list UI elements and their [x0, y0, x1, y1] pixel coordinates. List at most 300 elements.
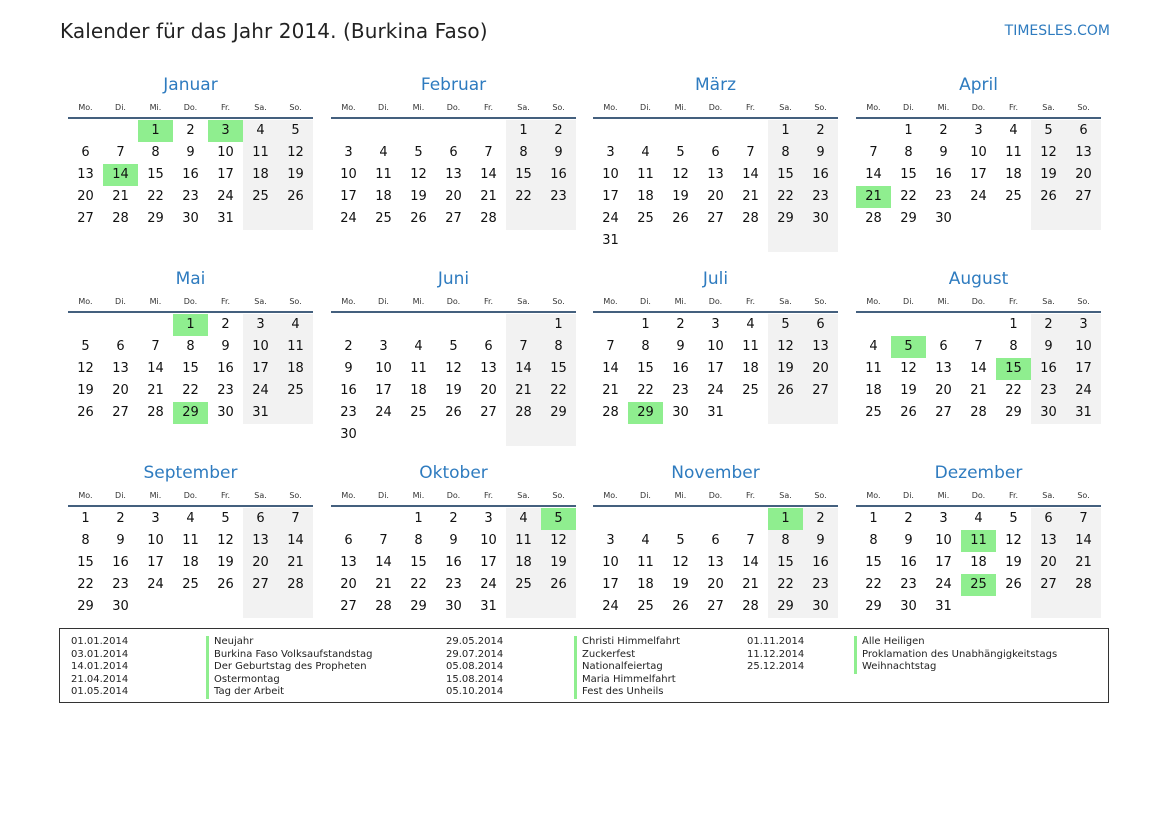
weekday-label: Sa. — [779, 103, 792, 112]
day-cell: 21 — [278, 552, 313, 574]
empty-cell — [506, 314, 541, 336]
day-cell: 18 — [506, 552, 541, 574]
weekday-label: So. — [1077, 491, 1090, 500]
day-cell: 18 — [278, 358, 313, 380]
day-cell: 31 — [243, 402, 278, 424]
empty-cell — [1031, 596, 1066, 618]
day-cell: 6 — [1031, 508, 1066, 530]
day-cell: 23 — [182, 189, 199, 204]
day-cell: 25 — [410, 405, 427, 420]
day-cell: 26 — [410, 211, 427, 226]
day-cell: 13 — [112, 361, 129, 376]
month-name: Mai — [175, 269, 206, 289]
day-cell: 15 — [768, 552, 803, 574]
empty-cell — [593, 314, 628, 336]
weekday-label: Di. — [115, 491, 126, 500]
holiday-name: Maria Himmelfahrt — [574, 674, 680, 687]
day-cell: 14 — [147, 361, 164, 376]
day-cell: 6 — [449, 145, 458, 160]
day-cell: 28 — [506, 402, 541, 424]
day-cell: 26 — [77, 405, 94, 420]
day-cell: 30 — [803, 596, 838, 618]
day-cell: 22 — [182, 383, 199, 398]
empty-cell — [436, 314, 471, 336]
day-cell: 7 — [379, 533, 388, 548]
day-cell: 16 — [340, 383, 357, 398]
day-cell: 14 — [742, 555, 759, 570]
day-cell: 12 — [278, 142, 313, 164]
days-grid — [331, 508, 576, 618]
weekday-label: Do. — [183, 103, 198, 112]
weekday-label: So. — [552, 103, 565, 112]
day-cell: 17 — [375, 383, 392, 398]
day-cell: 15 — [541, 358, 576, 380]
weekday-label: Sa. — [517, 297, 530, 306]
holiday-dates-col-1 — [71, 636, 128, 699]
day-cell: 16 — [803, 552, 838, 574]
day-cell: 7 — [606, 339, 615, 354]
empty-cell — [926, 314, 961, 336]
day-cell: 2 — [803, 508, 838, 530]
weekday-label: So. — [552, 297, 565, 306]
weekday-label: Sa. — [779, 491, 792, 500]
day-cell: 9 — [186, 145, 195, 160]
empty-cell — [366, 314, 401, 336]
day-cell: 8 — [81, 533, 90, 548]
day-cell: 21 — [742, 577, 759, 592]
day-cell: 8 — [768, 530, 803, 552]
day-cell: 6 — [116, 339, 125, 354]
day-cell: 1 — [414, 511, 423, 526]
day-cell: 10 — [217, 145, 234, 160]
day-cell: 9 — [803, 142, 838, 164]
weekday-label: Fr. — [483, 103, 494, 112]
day-cell: 11 — [243, 142, 278, 164]
empty-cell — [68, 314, 103, 336]
day-cell: 8 — [186, 339, 195, 354]
day-cell: 14 — [278, 530, 313, 552]
day-cell: 20 — [707, 577, 724, 592]
day-cell: 14 — [375, 555, 392, 570]
day-cell: 30 — [803, 208, 838, 230]
day-cell: 9 — [904, 533, 913, 548]
day-cell: 24 — [243, 380, 278, 402]
day-cell: 11 — [410, 361, 427, 376]
day-cell: 10 — [602, 167, 619, 182]
day-cell: 25 — [278, 380, 313, 402]
day-cell: 8 — [506, 142, 541, 164]
day-cell: 23 — [672, 383, 689, 398]
holiday-names-col-3 — [854, 636, 1057, 674]
day-cell: 7 — [746, 145, 755, 160]
day-cell: 2 — [449, 511, 458, 526]
empty-cell — [506, 596, 541, 618]
day-cell: 27 — [445, 211, 462, 226]
day-cell: 26 — [900, 405, 917, 420]
empty-cell — [698, 120, 733, 142]
weekday-label: Do. — [446, 491, 461, 500]
empty-cell — [628, 508, 663, 530]
day-cell: 10 — [707, 339, 724, 354]
weekday-label: Fr. — [745, 297, 756, 306]
holiday-date: 01.01.2014 — [71, 636, 129, 647]
empty-cell — [173, 596, 208, 618]
weekday-label: Di. — [903, 491, 914, 500]
empty-cell — [996, 596, 1031, 618]
month-name: Februar — [420, 75, 487, 95]
weekday-label: Di. — [115, 103, 126, 112]
day-cell: 21 — [742, 189, 759, 204]
day-cell: 18 — [410, 383, 427, 398]
day-cell: 25 — [865, 405, 882, 420]
day-cell: 16 — [900, 555, 917, 570]
day-cell: 15 — [77, 555, 94, 570]
weekday-header — [331, 99, 576, 119]
day-cell: 27 — [480, 405, 497, 420]
day-cell: 20 — [707, 189, 724, 204]
day-cell: 20 — [935, 383, 952, 398]
day-cell: 9 — [803, 530, 838, 552]
day-cell: 22 — [1005, 383, 1022, 398]
day-cell: 16 — [182, 167, 199, 182]
holiday-name: Fest des Unheils — [574, 686, 680, 699]
day-cell: 8 — [768, 142, 803, 164]
weekday-label: So. — [1077, 297, 1090, 306]
empty-cell — [278, 596, 313, 618]
month-name: Juli — [702, 269, 729, 289]
day-cell: 13 — [340, 555, 357, 570]
site-link[interactable]: TIMESLES.COM — [1004, 23, 1110, 39]
day-cell: 1 — [541, 314, 576, 336]
day-cell: 4 — [243, 120, 278, 142]
holiday-day-cell: 1 — [768, 508, 803, 530]
weekday-label: Sa. — [1042, 297, 1055, 306]
weekday-label: Mo. — [78, 491, 93, 500]
weekday-label: Fr. — [483, 297, 494, 306]
day-cell: 2 — [904, 511, 913, 526]
weekday-label: Mo. — [78, 297, 93, 306]
weekday-label: So. — [552, 491, 565, 500]
day-cell: 8 — [641, 339, 650, 354]
day-cell: 3 — [484, 511, 493, 526]
day-cell: 23 — [935, 189, 952, 204]
day-cell: 6 — [803, 314, 838, 336]
empty-cell — [856, 314, 891, 336]
day-cell: 6 — [243, 508, 278, 530]
day-cell: 15 — [506, 164, 541, 186]
day-cell: 9 — [449, 533, 458, 548]
weekday-label: Mi. — [149, 491, 162, 500]
weekday-label: Mi. — [149, 103, 162, 112]
day-cell: 13 — [1066, 142, 1101, 164]
day-cell: 12 — [900, 361, 917, 376]
holiday-date: 05.08.2014 — [446, 661, 504, 673]
day-cell: 23 — [900, 577, 917, 592]
empty-cell — [663, 120, 698, 142]
weekday-header — [68, 293, 313, 313]
day-cell: 15 — [768, 164, 803, 186]
holiday-day-cell: 14 — [103, 164, 138, 186]
day-cell: 25 — [742, 383, 759, 398]
day-cell: 21 — [506, 380, 541, 402]
empty-cell — [401, 314, 436, 336]
weekday-label: So. — [289, 297, 302, 306]
day-cell: 27 — [243, 574, 278, 596]
empty-cell — [436, 120, 471, 142]
day-cell: 5 — [449, 339, 458, 354]
day-cell: 21 — [970, 383, 987, 398]
month-name: Oktober — [419, 463, 488, 483]
day-cell: 31 — [480, 599, 497, 614]
holiday-name: Christi Himmelfahrt — [574, 636, 680, 649]
day-cell: 5 — [221, 511, 230, 526]
month-11 — [593, 388, 838, 618]
day-cell: 18 — [865, 383, 882, 398]
weekday-label: Do. — [971, 491, 986, 500]
weekday-label: Mo. — [341, 103, 356, 112]
weekday-header — [593, 99, 838, 119]
weekday-label: Mo. — [603, 103, 618, 112]
day-cell: 17 — [147, 555, 164, 570]
day-cell: 14 — [602, 361, 619, 376]
day-cell: 16 — [935, 167, 952, 182]
day-cell: 17 — [602, 577, 619, 592]
weekday-label: Mo. — [866, 491, 881, 500]
weekday-label: Sa. — [517, 103, 530, 112]
weekday-label: Do. — [446, 103, 461, 112]
holiday-day-cell: 3 — [208, 120, 243, 142]
weekday-label: Mi. — [937, 297, 950, 306]
day-cell: 3 — [344, 145, 353, 160]
day-cell: 2 — [221, 317, 230, 332]
holiday-date: 03.01.2014 — [71, 648, 129, 660]
day-cell: 29 — [77, 599, 94, 614]
day-cell: 27 — [1031, 574, 1066, 596]
day-cell: 31 — [935, 599, 952, 614]
day-cell: 27 — [112, 405, 129, 420]
day-cell: 12 — [445, 361, 462, 376]
day-cell: 12 — [1031, 142, 1066, 164]
weekday-label: Do. — [971, 297, 986, 306]
day-cell: 15 — [182, 361, 199, 376]
day-cell: 13 — [243, 530, 278, 552]
day-cell: 3 — [243, 314, 278, 336]
empty-cell — [331, 508, 366, 530]
day-cell: 20 — [480, 383, 497, 398]
day-cell: 10 — [375, 361, 392, 376]
day-cell: 30 — [672, 405, 689, 420]
day-cell: 7 — [974, 339, 983, 354]
day-cell: 8 — [414, 533, 423, 548]
days-grid — [68, 508, 313, 618]
day-cell: 14 — [970, 361, 987, 376]
day-cell: 19 — [672, 189, 689, 204]
day-cell: 8 — [869, 533, 878, 548]
day-cell: 29 — [865, 599, 882, 614]
day-cell: 23 — [803, 186, 838, 208]
day-cell: 18 — [243, 164, 278, 186]
day-cell: 13 — [707, 555, 724, 570]
weekday-label: Fr. — [745, 491, 756, 500]
holiday-dates-col-3 — [747, 636, 804, 674]
day-cell: 11 — [865, 361, 882, 376]
day-cell: 28 — [375, 599, 392, 614]
day-cell: 21 — [112, 189, 129, 204]
holiday-name: Neujahr — [206, 636, 373, 649]
day-cell: 27 — [707, 211, 724, 226]
day-cell: 31 — [217, 211, 234, 226]
day-cell: 7 — [746, 533, 755, 548]
weekday-label: So. — [289, 103, 302, 112]
empty-cell — [856, 120, 891, 142]
day-cell: 25 — [375, 211, 392, 226]
weekday-label: Di. — [378, 297, 389, 306]
weekday-label: Do. — [183, 297, 198, 306]
day-cell: 6 — [81, 145, 90, 160]
holiday-date: 01.05.2014 — [71, 686, 129, 698]
holiday-list — [59, 628, 1109, 703]
days-grid — [856, 508, 1101, 618]
weekday-label: Mi. — [674, 491, 687, 500]
day-cell: 15 — [865, 555, 882, 570]
day-cell: 27 — [1066, 186, 1101, 208]
day-cell: 28 — [865, 211, 882, 226]
empty-cell — [1066, 596, 1101, 618]
empty-cell — [243, 596, 278, 618]
holiday-name: Tag der Arbeit — [206, 686, 373, 699]
day-cell: 28 — [1066, 574, 1101, 596]
weekday-header — [68, 99, 313, 119]
day-cell: 17 — [340, 189, 357, 204]
day-cell: 2 — [803, 120, 838, 142]
day-cell: 23 — [445, 577, 462, 592]
weekday-label: Sa. — [1042, 103, 1055, 112]
day-cell: 19 — [77, 383, 94, 398]
day-cell: 16 — [217, 361, 234, 376]
day-cell: 7 — [1066, 508, 1101, 530]
day-cell: 18 — [637, 189, 654, 204]
day-cell: 31 — [602, 233, 619, 248]
empty-cell — [961, 314, 996, 336]
holiday-date: 05.10.2014 — [446, 686, 504, 698]
day-cell: 3 — [379, 339, 388, 354]
weekday-label: Do. — [971, 103, 986, 112]
holiday-date: 15.08.2014 — [446, 673, 504, 685]
day-cell: 12 — [1005, 533, 1022, 548]
day-cell: 21 — [1066, 552, 1101, 574]
day-cell: 26 — [541, 574, 576, 596]
weekday-label: Di. — [378, 103, 389, 112]
empty-cell — [471, 120, 506, 142]
day-cell: 14 — [480, 167, 497, 182]
month-name: August — [948, 269, 1009, 289]
day-cell: 15 — [637, 361, 654, 376]
weekday-label: Sa. — [779, 297, 792, 306]
empty-cell — [103, 120, 138, 142]
day-cell: 19 — [410, 189, 427, 204]
weekday-label: Do. — [446, 297, 461, 306]
weekday-label: Di. — [378, 491, 389, 500]
day-cell: 19 — [900, 383, 917, 398]
weekday-label: Mi. — [412, 297, 425, 306]
day-cell: 16 — [672, 361, 689, 376]
day-cell: 13 — [445, 167, 462, 182]
day-cell: 24 — [602, 211, 619, 226]
empty-cell — [733, 120, 768, 142]
day-cell: 27 — [935, 405, 952, 420]
day-cell: 1 — [1009, 317, 1018, 332]
day-cell: 13 — [803, 336, 838, 358]
day-cell: 23 — [541, 186, 576, 208]
weekday-label: So. — [814, 103, 827, 112]
day-cell: 8 — [151, 145, 160, 160]
month-name: April — [959, 75, 998, 95]
day-cell: 30 — [217, 405, 234, 420]
month-10 — [331, 388, 576, 618]
day-cell: 6 — [1066, 120, 1101, 142]
day-cell: 21 — [375, 577, 392, 592]
empty-cell — [366, 120, 401, 142]
weekday-header — [593, 293, 838, 313]
day-cell: 23 — [112, 577, 129, 592]
day-cell: 29 — [768, 596, 803, 618]
day-cell: 3 — [606, 533, 615, 548]
day-cell: 11 — [182, 533, 199, 548]
day-cell: 28 — [970, 405, 987, 420]
day-cell: 20 — [445, 189, 462, 204]
weekday-header — [856, 99, 1101, 119]
holiday-name: Zuckerfest — [574, 649, 680, 662]
day-cell: 20 — [803, 358, 838, 380]
day-cell: 10 — [935, 533, 952, 548]
weekday-label: So. — [289, 491, 302, 500]
weekday-label: Mo. — [866, 297, 881, 306]
month-12 — [856, 388, 1101, 618]
day-cell: 1 — [506, 120, 541, 142]
day-cell: 18 — [970, 555, 987, 570]
weekday-label: Sa. — [254, 491, 267, 500]
day-cell: 12 — [768, 336, 803, 358]
day-cell: 30 — [340, 427, 357, 442]
day-cell: 18 — [742, 361, 759, 376]
day-cell: 22 — [506, 186, 541, 208]
day-cell: 3 — [711, 317, 720, 332]
holiday-date: 01.11.2014 — [747, 636, 805, 647]
day-cell: 11 — [637, 167, 654, 182]
day-cell: 17 — [935, 555, 952, 570]
empty-cell — [401, 120, 436, 142]
weekday-label: So. — [814, 297, 827, 306]
day-cell: 4 — [506, 508, 541, 530]
day-cell: 20 — [1066, 164, 1101, 186]
day-cell: 10 — [147, 533, 164, 548]
day-cell: 7 — [151, 339, 160, 354]
weekday-header — [593, 487, 838, 507]
day-cell: 11 — [1005, 145, 1022, 160]
weekday-label: Do. — [708, 103, 723, 112]
day-cell: 14 — [506, 358, 541, 380]
day-cell: 25 — [506, 574, 541, 596]
day-cell: 29 — [147, 211, 164, 226]
day-cell: 12 — [77, 361, 94, 376]
day-cell: 15 — [410, 555, 427, 570]
days-grid — [593, 508, 838, 618]
weekday-label: Mi. — [149, 297, 162, 306]
day-cell: 5 — [676, 533, 685, 548]
holiday-name: Weihnachtstag — [854, 661, 1057, 674]
day-cell: 18 — [375, 189, 392, 204]
day-cell: 24 — [1066, 380, 1101, 402]
